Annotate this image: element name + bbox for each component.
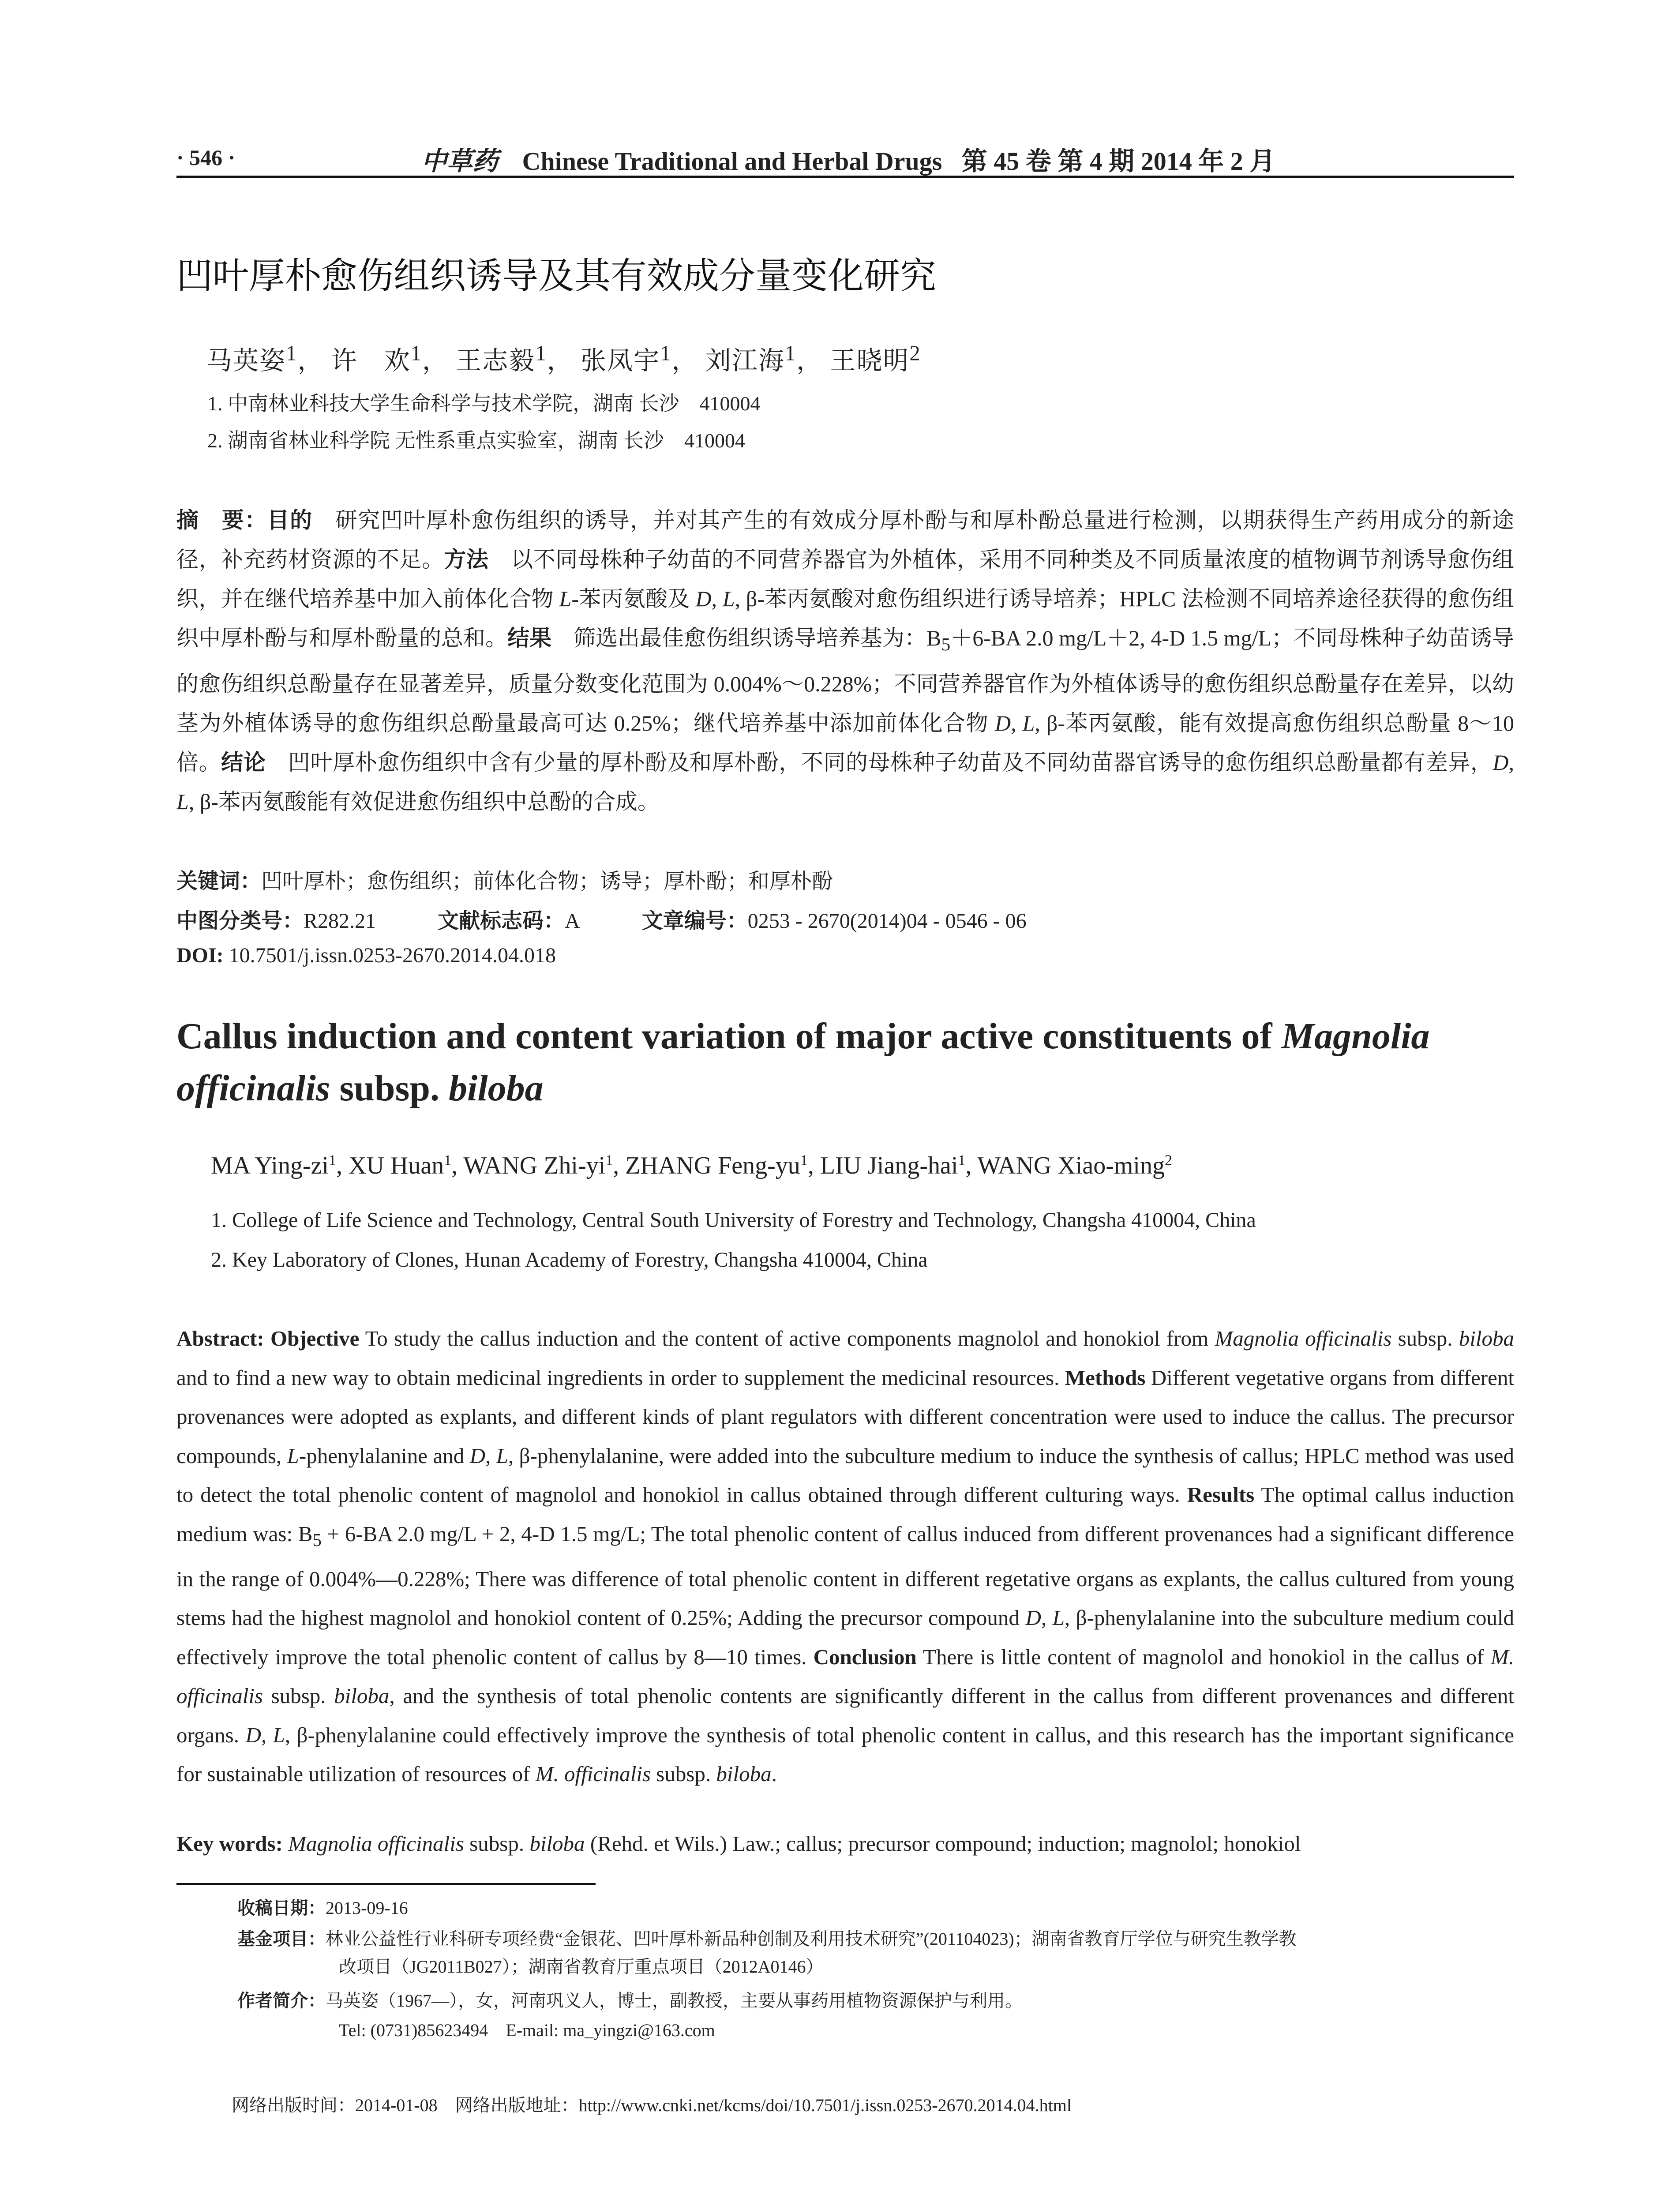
author-text: 马英姿（1967—），女，河南巩义人，博士，副教授，主要从事药用植物资源保护与利用。 [326, 1991, 1023, 2011]
cn-abstract-label: 摘 要： [176, 507, 267, 533]
cn-objective-text: 研究凹叶厚朴愈伤组织的诱导，并对其产生的有效成分厚朴酚与和厚朴酚总量进行检测，以期获得生产药用成分的新途径，补充药材资源的不足。 [176, 508, 1514, 572]
cn-keywords-text: 凹叶厚朴；愈伤组织；前体化合物；诱导；厚朴酚；和厚朴酚 [261, 870, 833, 893]
cn-results-label: 结果 [507, 625, 552, 651]
online-time-label: 网络出版时间： [232, 2095, 355, 2115]
footnote-received [237, 1895, 408, 1921]
cn-methods-text: -苯丙氨酸及 [571, 586, 696, 611]
online-url-label: 网络出版地址： [455, 2095, 579, 2115]
en-italic: Magnolia officinalis [1215, 1326, 1392, 1351]
aff-mark: 1 [410, 341, 422, 365]
cn-author: 王志毅 [456, 346, 536, 375]
en-text: subsp. [464, 1831, 530, 1856]
doc-code-label: 文献标志码： [438, 908, 565, 933]
en-italic: biloba [529, 1831, 585, 1856]
en-italic: biloba [1459, 1326, 1515, 1351]
cn-results-text: , β-苯丙氨酸，能有效提高愈伤组织总酚量 8～10 倍。 [176, 711, 1514, 775]
en-objective-label: Objective [270, 1326, 360, 1351]
en-abstract [176, 1319, 1514, 1794]
en-text: , β-phenylalanine, were added into the subculture medium to induce the synthesis of callus; HPLC method was used to detect the total phenolic content of magnolol and honokiol in callus obtained through different culturing ways. [176, 1443, 1515, 1507]
en-text: subsp. [651, 1762, 716, 1786]
en-text: There is little content of magnolol and honokiol in the callus of [916, 1644, 1491, 1669]
en-title-text: subsp. [330, 1068, 449, 1109]
en-italic: biloba [716, 1762, 772, 1786]
italic-L: L [287, 1443, 299, 1468]
italic-DL: D, L [245, 1722, 285, 1747]
cn-author: 许 欢 [331, 346, 411, 375]
aff-mark: 1 [958, 1152, 966, 1169]
doi-line [176, 943, 556, 968]
en-text: + 6-BA 2.0 mg/L + 2, 4-D 1.5 mg/L; The total phenolic content of callus induced from different provenances had a significant difference in the range of 0.004%—0.228%; There was difference of total phenolic content in different regetative organs as explants, the callus cultured from young stems had the highest magnolol and honokiol content of 0.25%; Adding the precursor compound [176, 1521, 1514, 1630]
subscript: 5 [941, 634, 951, 655]
en-text: Different vegetative organs from different provenances were adopted as explants, and different kinds of plant regulators with different concentration were used to induce the callus. The precursor compounds, [176, 1365, 1514, 1468]
clc-value: R282.21 [304, 909, 376, 933]
en-affiliation-1: 1. College of Life Science and Technology, Central South University of Forestry and Technology, Changsha 410004, China [211, 1208, 1256, 1232]
aff-mark: 1 [784, 341, 796, 365]
footnote-contact: Tel: (0731)85623494 E-mail: ma_yingzi@163.com [339, 2020, 715, 2040]
en-italic: biloba [334, 1684, 390, 1708]
journal-issue: 第 45 卷 第 4 期 2014 年 2 月 [961, 147, 1275, 176]
aff-mark: 1 [800, 1152, 808, 1169]
cn-keywords [176, 864, 833, 894]
en-title-italic: biloba [449, 1068, 544, 1109]
cn-conclusion-label: 结论 [221, 750, 266, 775]
received-label: 收稿日期： [237, 1898, 326, 1918]
en-author: XU Huan [349, 1152, 444, 1179]
subscript: 5 [312, 1530, 322, 1550]
footnote-fund [237, 1926, 1297, 1952]
cn-methods-text: , β-苯丙氨酸对愈伤组织进行诱导培养；HPLC 法检测不同培养途径获得的愈伤组织中厚朴酚与和厚朴酚量的总和。 [176, 586, 1514, 650]
cn-title: 凹叶厚朴愈伤组织诱导及其有效成分量变化研究 [176, 255, 937, 297]
en-affiliation-2: 2. Key Laboratory of Clones, Hunan Academy of Forestry, Changsha 410004, China [211, 1248, 928, 1272]
en-author: ZHANG Feng-yu [625, 1152, 800, 1179]
page-number: · 546 · [176, 145, 236, 170]
cn-affiliation-2: 2. 湖南省林业科学院 无性系重点实验室，湖南 长沙 410004 [207, 429, 745, 452]
en-text: subsp. [1391, 1326, 1459, 1351]
online-time-value: 2014-01-08 [355, 2095, 438, 2115]
cn-results-text: ＋6-BA 2.0 mg/L＋2, 4-D 1.5 mg/L；不同母株种子幼苗诱导的愈伤组织总酚量存在显著差异，质量分数变化范围为 0.004%～0.228%；不同营养器官作为外植体诱导的愈伤组织总酚量存在差异，以幼茎为外植体诱导的愈伤组织总酚量最高可达 0.25%；继代培养基中添加前体化合物 [176, 626, 1515, 735]
en-conclusion-label: Conclusion [813, 1644, 917, 1669]
cn-author: 张凤宇 [581, 346, 660, 375]
en-italic: M. officinalis [176, 1644, 1514, 1708]
en-keywords-label: Key words: [176, 1831, 289, 1856]
aff-mark: 1 [329, 1152, 337, 1169]
cn-authors: 马英姿$^1$， 许 欢$^1$， 王志毅$^1$， 张凤宇$^1$， 刘江海$^1$， 王晓明$^2$ [206, 341, 921, 375]
italic-L: L [559, 586, 572, 611]
en-keywords [176, 1831, 1514, 1856]
en-text: The optimal callus induction medium was: B [176, 1482, 1514, 1546]
cn-keywords-label: 关键词： [176, 869, 262, 893]
en-italic: Magnolia officinalis [288, 1831, 464, 1856]
en-author: WANG Zhi-yi [463, 1152, 606, 1179]
cn-affiliation-1: 1. 中南林业科技大学生命科学与技术学院，湖南 长沙 410004 [207, 392, 761, 415]
doi-label: DOI: [176, 944, 224, 967]
fund-text: 林业公益性行业科研专项经费“金银花、凹叶厚朴新品种创制及利用技术研究”(201104023)；湖南省教育厅学位与研究生教学教 [326, 1929, 1297, 1949]
header-rule [176, 176, 1514, 178]
footnote-rule [176, 1883, 596, 1885]
cn-author: 马英姿 [206, 346, 286, 375]
cn-objective-label: 目的 [267, 507, 313, 533]
online-url: http://www.cnki.net/kcms/doi/10.7501/j.issn.0253-2670.2014.04.html [578, 2095, 1072, 2115]
cn-results-text: 筛选出最佳愈伤组织诱导培养基为：B [551, 626, 941, 650]
italic-DL: D, L [695, 586, 735, 611]
cn-classification [176, 904, 1027, 934]
journal-line [421, 140, 1275, 177]
cn-author: 王晓明 [830, 346, 910, 375]
en-author: LIU Jiang-hai [820, 1152, 958, 1179]
journal-name-en: Chinese Traditional and Herbal Drugs [522, 147, 942, 176]
en-author: WANG Xiao-ming [977, 1152, 1165, 1179]
doi-value: 10.7501/j.issn.0253-2670.2014.04.018 [229, 944, 556, 967]
journal-name-cn: 中草药 [421, 147, 499, 176]
italic-DL: D, L [176, 750, 1515, 814]
fund-label: 基金项目： [237, 1929, 326, 1949]
cn-methods-text: 以不同母株种子幼苗的不同营养器官为外植体，采用不同种类及不同质量浓度的植物调节剂诱导愈伤组织，并在继代培养基中加入前体化合物 [176, 547, 1515, 611]
aff-mark: 1 [286, 341, 298, 365]
en-methods-label: Methods [1065, 1365, 1146, 1390]
aff-mark: 1 [535, 341, 547, 365]
en-text: subsp. [263, 1684, 334, 1708]
italic-DL: D, L [1025, 1606, 1065, 1630]
author-label: 作者简介： [237, 1991, 326, 2011]
running-header [176, 140, 1513, 176]
en-text: and to find a new way to obtain medicinal ingredients in order to supplement the medicinal resources. [176, 1365, 1065, 1390]
doc-code-value: A [565, 909, 580, 933]
footnote-author [237, 1988, 1023, 2014]
en-title-text: Callus induction and content variation of major active constituents of [176, 1016, 1282, 1057]
en-text: -phenylalanine and [299, 1443, 470, 1468]
en-text: (Rehd. et Wils.) Law.; callus; precursor compound; induction; magnolol; honokiol [585, 1831, 1301, 1856]
en-title-italic: Magnolia officinalis [176, 1016, 1430, 1109]
clc-label: 中图分类号： [176, 908, 304, 933]
aff-mark: 1 [605, 1152, 613, 1169]
en-results-label: Results [1187, 1482, 1255, 1507]
en-title [176, 1010, 1514, 1114]
en-text: , and the synthesis of total phenolic contents are significantly different in the callus from different provenances and different organs. [176, 1684, 1514, 1747]
footnote-fund-cont: 改项目（JG2011B027）；湖南省教育厅重点项目（2012A0146） [339, 1957, 824, 1977]
cn-author: 刘江海 [705, 346, 785, 375]
en-text: To study the callus induction and the content of active components magnolol and honokiol from [359, 1326, 1215, 1351]
cn-abstract [176, 501, 1514, 822]
en-text: , β-phenylalanine into the subculture medium could effectively improve the total phenolic content of callus by 8—10 times. [176, 1606, 1514, 1669]
en-abstract-label: Abstract: [176, 1326, 270, 1351]
article-no-value: 0253 - 2670(2014)04 - 0546 - 06 [747, 909, 1027, 933]
italic-DL: D, L [469, 1443, 508, 1468]
aff-mark: 1 [660, 341, 672, 365]
en-text: , β-phenylalanine could effectively improve the synthesis of total phenolic content in callus, and this research has the important significance for sustainable utilization of resources of [176, 1722, 1514, 1786]
online-publication [232, 2091, 1072, 2116]
aff-mark: 2 [1164, 1152, 1172, 1169]
en-text: . [771, 1762, 777, 1786]
en-italic: M. officinalis [535, 1762, 651, 1786]
received-value: 2013-09-16 [326, 1898, 408, 1918]
article-no-label: 文章编号： [641, 908, 748, 933]
italic-DL: D, L [995, 711, 1035, 735]
aff-mark: 1 [444, 1152, 452, 1169]
cn-methods-label: 方法 [444, 547, 489, 572]
en-authors: MA Ying-$zi^1$, XU Huan$^1$, WANG Zhi-$yi^1$, ZHANG Feng-$yu^1$, LIU Jiang-hai$^1$, WANG Xiao-ming$^2$ [211, 1152, 1172, 1179]
aff-mark: 2 [909, 341, 921, 365]
cn-conclusion-text: 凹叶厚朴愈伤组织中含有少量的厚朴酚及和厚朴酚，不同的母株种子幼苗及不同幼苗器官诱导的愈伤组织总酚量都有差异， [266, 750, 1493, 775]
cn-conclusion-text: , β-苯丙氨酸能有效促进愈伤组织中总酚的合成。 [188, 789, 660, 814]
en-author: MA Ying-zi [211, 1152, 329, 1179]
